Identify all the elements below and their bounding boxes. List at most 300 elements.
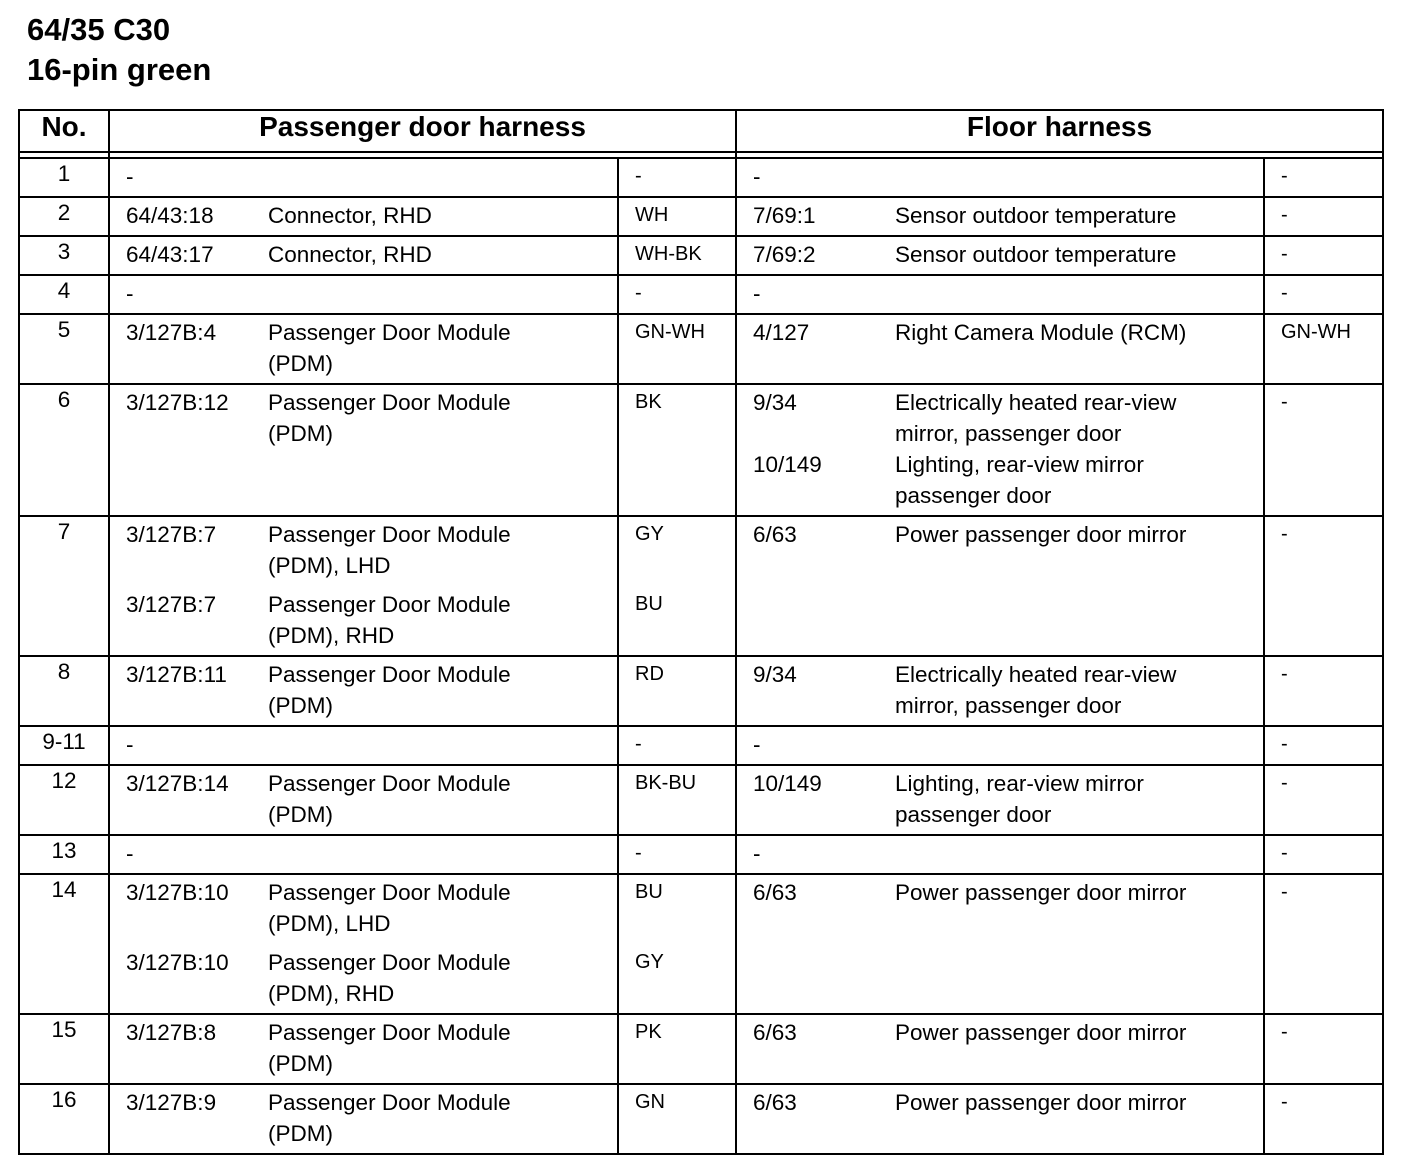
- floor-harness-entry: [736, 384, 1264, 516]
- connector-ref-spacer: [110, 620, 268, 651]
- floor-harness-entry: [736, 275, 1264, 314]
- component-description: [268, 161, 617, 192]
- passenger-door-entry: [109, 158, 618, 197]
- table-row: [19, 1084, 1383, 1154]
- passenger-door-entry: [109, 275, 618, 314]
- document-title: 64/35 C30: [27, 12, 171, 47]
- component-description: Power passenger door mirror: [895, 1020, 1187, 1045]
- entry-line: [110, 978, 617, 1009]
- component-description: (PDM): [268, 1051, 333, 1076]
- pin-number: 14: [19, 874, 109, 1014]
- passenger-entry: [110, 317, 617, 379]
- pin-number: 12: [19, 765, 109, 835]
- component-description: Passenger Door Module: [268, 1090, 511, 1115]
- passenger-entry: [110, 387, 617, 449]
- passenger-door-entry: [109, 516, 618, 656]
- wire-color-block: [619, 947, 735, 1009]
- passenger-wire-color-cell: [618, 158, 736, 197]
- header-floor-harness: Floor harness: [736, 110, 1383, 152]
- connector-ref: 7/69:1: [753, 203, 816, 228]
- floor-entry: [737, 519, 1263, 550]
- table-row: [19, 275, 1383, 314]
- passenger-wire-color-cell: [618, 656, 736, 726]
- passenger-entry: [110, 659, 617, 721]
- header-passenger-door-harness: Passenger door harness: [109, 110, 736, 152]
- entry-line: [737, 768, 1263, 799]
- component-description: (PDM), LHD: [268, 553, 391, 578]
- wire-color: -: [1281, 523, 1288, 545]
- pin-number: 8: [19, 656, 109, 726]
- floor-harness-entry: [736, 765, 1264, 835]
- wire-color: -: [1281, 1021, 1288, 1043]
- wire-color-block: [619, 768, 735, 830]
- connector-ref: 7/69:2: [753, 242, 816, 267]
- wire-color: -: [1281, 165, 1288, 187]
- entry-line: [619, 239, 735, 270]
- floor-harness-entry: [736, 835, 1264, 874]
- floor-entry: [737, 1017, 1263, 1048]
- component-description: [895, 161, 1263, 192]
- entry-line: [619, 729, 735, 760]
- floor-entry: [737, 239, 1263, 270]
- component-description: Sensor outdoor temperature: [895, 203, 1177, 228]
- connector-ref: -: [753, 732, 761, 757]
- pin-number: 7: [19, 516, 109, 656]
- pin-number: 5: [19, 314, 109, 384]
- component-description: Lighting, rear-view mirror: [895, 771, 1144, 796]
- wire-color-spacer: [619, 348, 635, 379]
- wire-color-spacer: [619, 799, 635, 830]
- entry-line: [619, 1118, 735, 1149]
- entry-line: [737, 799, 1263, 830]
- passenger-door-entry: [109, 1084, 618, 1154]
- floor-entry: [737, 768, 1263, 830]
- wire-color-spacer: [619, 1048, 635, 1079]
- wire-color: BK-BU: [635, 772, 697, 794]
- entry-line: [1265, 519, 1382, 550]
- entry-line: [1265, 838, 1382, 869]
- floor-harness-entry: [736, 1084, 1264, 1154]
- component-description: [895, 729, 1263, 760]
- passenger-wire-color-cell: [618, 197, 736, 236]
- passenger-entry: [110, 768, 617, 830]
- entry-line: [737, 200, 1263, 231]
- wire-color-block: [619, 278, 735, 309]
- entry-line: [110, 317, 617, 348]
- floor-harness-entry: [736, 314, 1264, 384]
- wire-color-block: [619, 239, 735, 270]
- pinout-table: [18, 109, 1384, 1155]
- wire-color: -: [1281, 243, 1288, 265]
- floor-harness-entry: [736, 726, 1264, 765]
- entry-line: [110, 877, 617, 908]
- wire-color: RD: [635, 663, 664, 685]
- connector-ref: 10/149: [753, 771, 822, 796]
- entry-line: [1265, 161, 1382, 192]
- pin-number: 16: [19, 1084, 109, 1154]
- connector-ref-spacer: [110, 908, 268, 939]
- wire-color: -: [1281, 881, 1288, 903]
- passenger-door-entry: [109, 874, 618, 1014]
- component-description: mirror, passenger door: [895, 693, 1122, 718]
- entry-line: [110, 589, 617, 620]
- entry-line: [619, 1017, 735, 1048]
- wire-color-block: [619, 1017, 735, 1079]
- wire-color: -: [1281, 204, 1288, 226]
- entry-line: [110, 200, 617, 231]
- wire-color: GN-WH: [635, 321, 705, 343]
- component-description: (PDM): [268, 421, 333, 446]
- entry-line: [619, 278, 735, 309]
- header-no: No.: [19, 110, 109, 152]
- entry-line: [619, 799, 735, 830]
- table-row: [19, 835, 1383, 874]
- floor-wire-color-cell: [1264, 726, 1383, 765]
- wire-color-block: [619, 659, 735, 721]
- connector-ref-spacer: [737, 480, 895, 511]
- wire-color: -: [635, 733, 642, 755]
- connector-ref-spacer: [110, 348, 268, 379]
- component-description: [268, 729, 617, 760]
- passenger-door-entry: [109, 1014, 618, 1084]
- entry-line: [737, 659, 1263, 690]
- entry-line: [619, 550, 735, 581]
- entry-line: [1265, 1017, 1382, 1048]
- pin-number: 6: [19, 384, 109, 516]
- entry-line: [619, 589, 735, 620]
- pin-number: 9-11: [19, 726, 109, 765]
- pin-number: 15: [19, 1014, 109, 1084]
- floor-wire-color-cell: [1264, 835, 1383, 874]
- connector-ref-spacer: [110, 418, 268, 449]
- entry-line: [110, 799, 617, 830]
- floor-wire-color-cell: [1264, 516, 1383, 656]
- connector-ref: 10/149: [753, 452, 822, 477]
- entry-line: [1265, 278, 1382, 309]
- floor-entry: [737, 317, 1263, 348]
- connector-ref: 6/63: [753, 1020, 797, 1045]
- passenger-entry: [110, 161, 617, 192]
- component-description: Lighting, rear-view mirror: [895, 452, 1144, 477]
- connector-ref-spacer: [110, 799, 268, 830]
- connector-ref: -: [753, 841, 761, 866]
- passenger-door-entry: [109, 656, 618, 726]
- passenger-wire-color-cell: [618, 835, 736, 874]
- wire-color: -: [1281, 282, 1288, 304]
- floor-wire-color-cell: [1264, 275, 1383, 314]
- connector-ref: 64/43:17: [126, 242, 214, 267]
- entry-line: [1265, 729, 1382, 760]
- wire-color-block: [619, 729, 735, 760]
- floor-entry: [737, 838, 1263, 869]
- wire-color-spacer: [619, 620, 635, 651]
- entry-line: [619, 620, 735, 651]
- wire-color-spacer: [619, 908, 635, 939]
- entry-line: [619, 161, 735, 192]
- passenger-wire-color-cell: [618, 516, 736, 656]
- floor-entry: [737, 161, 1263, 192]
- table-row: [19, 197, 1383, 236]
- entry-line: [619, 348, 735, 379]
- entry-line: [619, 200, 735, 231]
- pin-number: 2: [19, 197, 109, 236]
- component-description: Passenger Door Module: [268, 320, 511, 345]
- wire-color: -: [635, 842, 642, 864]
- floor-entry: [737, 449, 1263, 511]
- passenger-door-entry: [109, 726, 618, 765]
- connector-ref: -: [126, 281, 134, 306]
- entry-line: [110, 1087, 617, 1118]
- entry-line: [110, 729, 617, 760]
- wire-color: GY: [635, 951, 664, 973]
- floor-wire-color-cell: [1264, 656, 1383, 726]
- connector-ref: -: [126, 164, 134, 189]
- entry-line: [737, 1017, 1263, 1048]
- component-description: (PDM), LHD: [268, 911, 391, 936]
- floor-entry: [737, 200, 1263, 231]
- table-row: [19, 236, 1383, 275]
- connector-ref-spacer: [110, 1118, 268, 1149]
- component-description: Connector, RHD: [268, 203, 432, 228]
- floor-harness-entry: [736, 236, 1264, 275]
- passenger-door-entry: [109, 765, 618, 835]
- component-description: Passenger Door Module: [268, 522, 511, 547]
- connector-ref: 6/63: [753, 1090, 797, 1115]
- passenger-wire-color-cell: [618, 314, 736, 384]
- entry-line: [619, 1048, 735, 1079]
- passenger-wire-color-cell: [618, 275, 736, 314]
- floor-wire-color-cell: [1264, 384, 1383, 516]
- connector-ref: 6/63: [753, 880, 797, 905]
- table-row: [19, 656, 1383, 726]
- floor-harness-entry: [736, 1014, 1264, 1084]
- entry-line: [110, 161, 617, 192]
- component-description: (PDM), RHD: [268, 981, 395, 1006]
- entry-line: [1265, 317, 1382, 348]
- floor-wire-color-cell: [1264, 874, 1383, 1014]
- connector-ref: 4/127: [753, 320, 810, 345]
- entry-line: [619, 1087, 735, 1118]
- table-row: [19, 726, 1383, 765]
- passenger-entry: [110, 838, 617, 869]
- component-description: Sensor outdoor temperature: [895, 242, 1177, 267]
- entry-line: [110, 908, 617, 939]
- passenger-wire-color-cell: [618, 765, 736, 835]
- passenger-entry: [110, 947, 617, 1009]
- wire-color-block: [619, 838, 735, 869]
- wire-color: -: [635, 165, 642, 187]
- entry-line: [1265, 1087, 1382, 1118]
- connector-ref: 3/127B:14: [126, 771, 229, 796]
- component-description: Electrically heated rear-view: [895, 662, 1177, 687]
- wire-color-spacer: [619, 418, 635, 449]
- entry-line: [1265, 200, 1382, 231]
- entry-line: [737, 838, 1263, 869]
- entry-line: [737, 418, 1263, 449]
- entry-line: [619, 690, 735, 721]
- entry-line: [737, 480, 1263, 511]
- wire-color-spacer: [619, 690, 635, 721]
- floor-harness-entry: [736, 656, 1264, 726]
- entry-line: [110, 1118, 617, 1149]
- wire-color: WH-BK: [635, 243, 702, 265]
- entry-line: [619, 947, 735, 978]
- wire-color-block: [619, 519, 735, 581]
- wire-color: -: [1281, 1091, 1288, 1113]
- floor-wire-color-cell: [1264, 236, 1383, 275]
- component-description: Power passenger door mirror: [895, 880, 1187, 905]
- component-description: passenger door: [895, 802, 1052, 827]
- entry-line: [737, 239, 1263, 270]
- wire-color-block: [619, 1087, 735, 1149]
- component-description: [268, 278, 617, 309]
- entry-line: [737, 690, 1263, 721]
- wire-color-block: [619, 317, 735, 379]
- entry-line: [110, 947, 617, 978]
- entry-line: [737, 877, 1263, 908]
- wire-color: -: [1281, 842, 1288, 864]
- entry-line: [737, 519, 1263, 550]
- passenger-entry: [110, 877, 617, 939]
- wire-color: -: [1281, 663, 1288, 685]
- passenger-wire-color-cell: [618, 236, 736, 275]
- passenger-entry: [110, 519, 617, 581]
- entry-line: [110, 387, 617, 418]
- table-row: [19, 516, 1383, 656]
- connector-ref: -: [126, 841, 134, 866]
- component-description: Right Camera Module (RCM): [895, 320, 1187, 345]
- entry-line: [110, 1048, 617, 1079]
- connector-ref-spacer: [110, 978, 268, 1009]
- connector-ref: 3/127B:12: [126, 390, 229, 415]
- table-row: [19, 1014, 1383, 1084]
- entry-line: [110, 768, 617, 799]
- floor-harness-entry: [736, 197, 1264, 236]
- component-description: Passenger Door Module: [268, 662, 511, 687]
- passenger-entry: [110, 278, 617, 309]
- connector-ref: 3/127B:9: [126, 1090, 217, 1115]
- entry-line: [619, 838, 735, 869]
- entry-line: [619, 519, 735, 550]
- wire-color: BU: [635, 881, 663, 903]
- entry-line: [110, 239, 617, 270]
- entry-line: [737, 278, 1263, 309]
- wire-color: -: [635, 282, 642, 304]
- passenger-door-entry: [109, 835, 618, 874]
- passenger-entry: [110, 589, 617, 651]
- floor-entry: [737, 877, 1263, 908]
- wire-color: GY: [635, 523, 664, 545]
- wire-color: WH: [635, 204, 669, 226]
- entry-line: [619, 317, 735, 348]
- passenger-wire-color-cell: [618, 1014, 736, 1084]
- entry-line: [1265, 877, 1382, 908]
- component-description: Passenger Door Module: [268, 880, 511, 905]
- passenger-entry: [110, 1017, 617, 1079]
- entry-line: [110, 278, 617, 309]
- floor-wire-color-cell: [1264, 197, 1383, 236]
- component-description: Power passenger door mirror: [895, 1090, 1187, 1115]
- entry-line: [110, 348, 617, 379]
- pinout-rows: [19, 158, 1383, 1154]
- connector-ref: 9/34: [753, 662, 797, 687]
- entry-line: [110, 690, 617, 721]
- passenger-entry: [110, 729, 617, 760]
- connector-ref: 3/127B:7: [126, 592, 217, 617]
- passenger-door-entry: [109, 197, 618, 236]
- component-description: (PDM): [268, 1121, 333, 1146]
- wire-color-block: [619, 200, 735, 231]
- component-description: Passenger Door Module: [268, 771, 511, 796]
- wire-color: -: [1281, 772, 1288, 794]
- entry-line: [619, 877, 735, 908]
- passenger-wire-color-cell: [618, 726, 736, 765]
- floor-wire-color-cell: [1264, 1014, 1383, 1084]
- pin-number: 13: [19, 835, 109, 874]
- passenger-door-entry: [109, 384, 618, 516]
- pin-number: 4: [19, 275, 109, 314]
- connector-ref-spacer: [110, 1048, 268, 1079]
- entry-line: [619, 659, 735, 690]
- entry-line: [110, 519, 617, 550]
- wire-color: PK: [635, 1021, 662, 1043]
- wire-color: BK: [635, 391, 662, 413]
- wire-color-spacer: [619, 978, 635, 1009]
- wire-color: GN-WH: [1281, 321, 1351, 343]
- connector-ref: -: [753, 281, 761, 306]
- component-description: (PDM): [268, 802, 333, 827]
- connector-ref: 3/127B:4: [126, 320, 217, 345]
- connector-ref: 3/127B:8: [126, 1020, 217, 1045]
- component-description: (PDM): [268, 693, 333, 718]
- component-description: Passenger Door Module: [268, 1020, 511, 1045]
- passenger-wire-color-cell: [618, 874, 736, 1014]
- connector-ref: 9/34: [753, 390, 797, 415]
- entry-line: [737, 161, 1263, 192]
- floor-entry: [737, 1087, 1263, 1118]
- floor-entry: [737, 659, 1263, 721]
- wire-color-spacer: [619, 1118, 635, 1149]
- floor-entry: [737, 278, 1263, 309]
- wire-color-block: [619, 161, 735, 192]
- passenger-wire-color-cell: [618, 1084, 736, 1154]
- floor-wire-color-cell: [1264, 158, 1383, 197]
- connector-ref-spacer: [737, 418, 895, 449]
- table-row: [19, 384, 1383, 516]
- pin-number: 1: [19, 158, 109, 197]
- connector-ref: 3/127B:7: [126, 522, 217, 547]
- connector-ref: 6/63: [753, 522, 797, 547]
- entry-line: [619, 387, 735, 418]
- wire-color-spacer: [619, 550, 635, 581]
- entry-line: [1265, 659, 1382, 690]
- wire-color-block: [619, 877, 735, 939]
- floor-wire-color-cell: [1264, 1084, 1383, 1154]
- entry-line: [737, 729, 1263, 760]
- entry-line: [737, 1087, 1263, 1118]
- passenger-door-entry: [109, 314, 618, 384]
- passenger-entry: [110, 239, 617, 270]
- entry-line: [619, 768, 735, 799]
- wire-color: BU: [635, 593, 663, 615]
- table-row: [19, 765, 1383, 835]
- wire-color-block: [619, 387, 735, 449]
- document-subtitle: 16-pin green: [27, 52, 212, 87]
- component-description: Connector, RHD: [268, 242, 432, 267]
- component-description: (PDM), RHD: [268, 623, 395, 648]
- component-description: passenger door: [895, 483, 1052, 508]
- wire-color: -: [1281, 733, 1288, 755]
